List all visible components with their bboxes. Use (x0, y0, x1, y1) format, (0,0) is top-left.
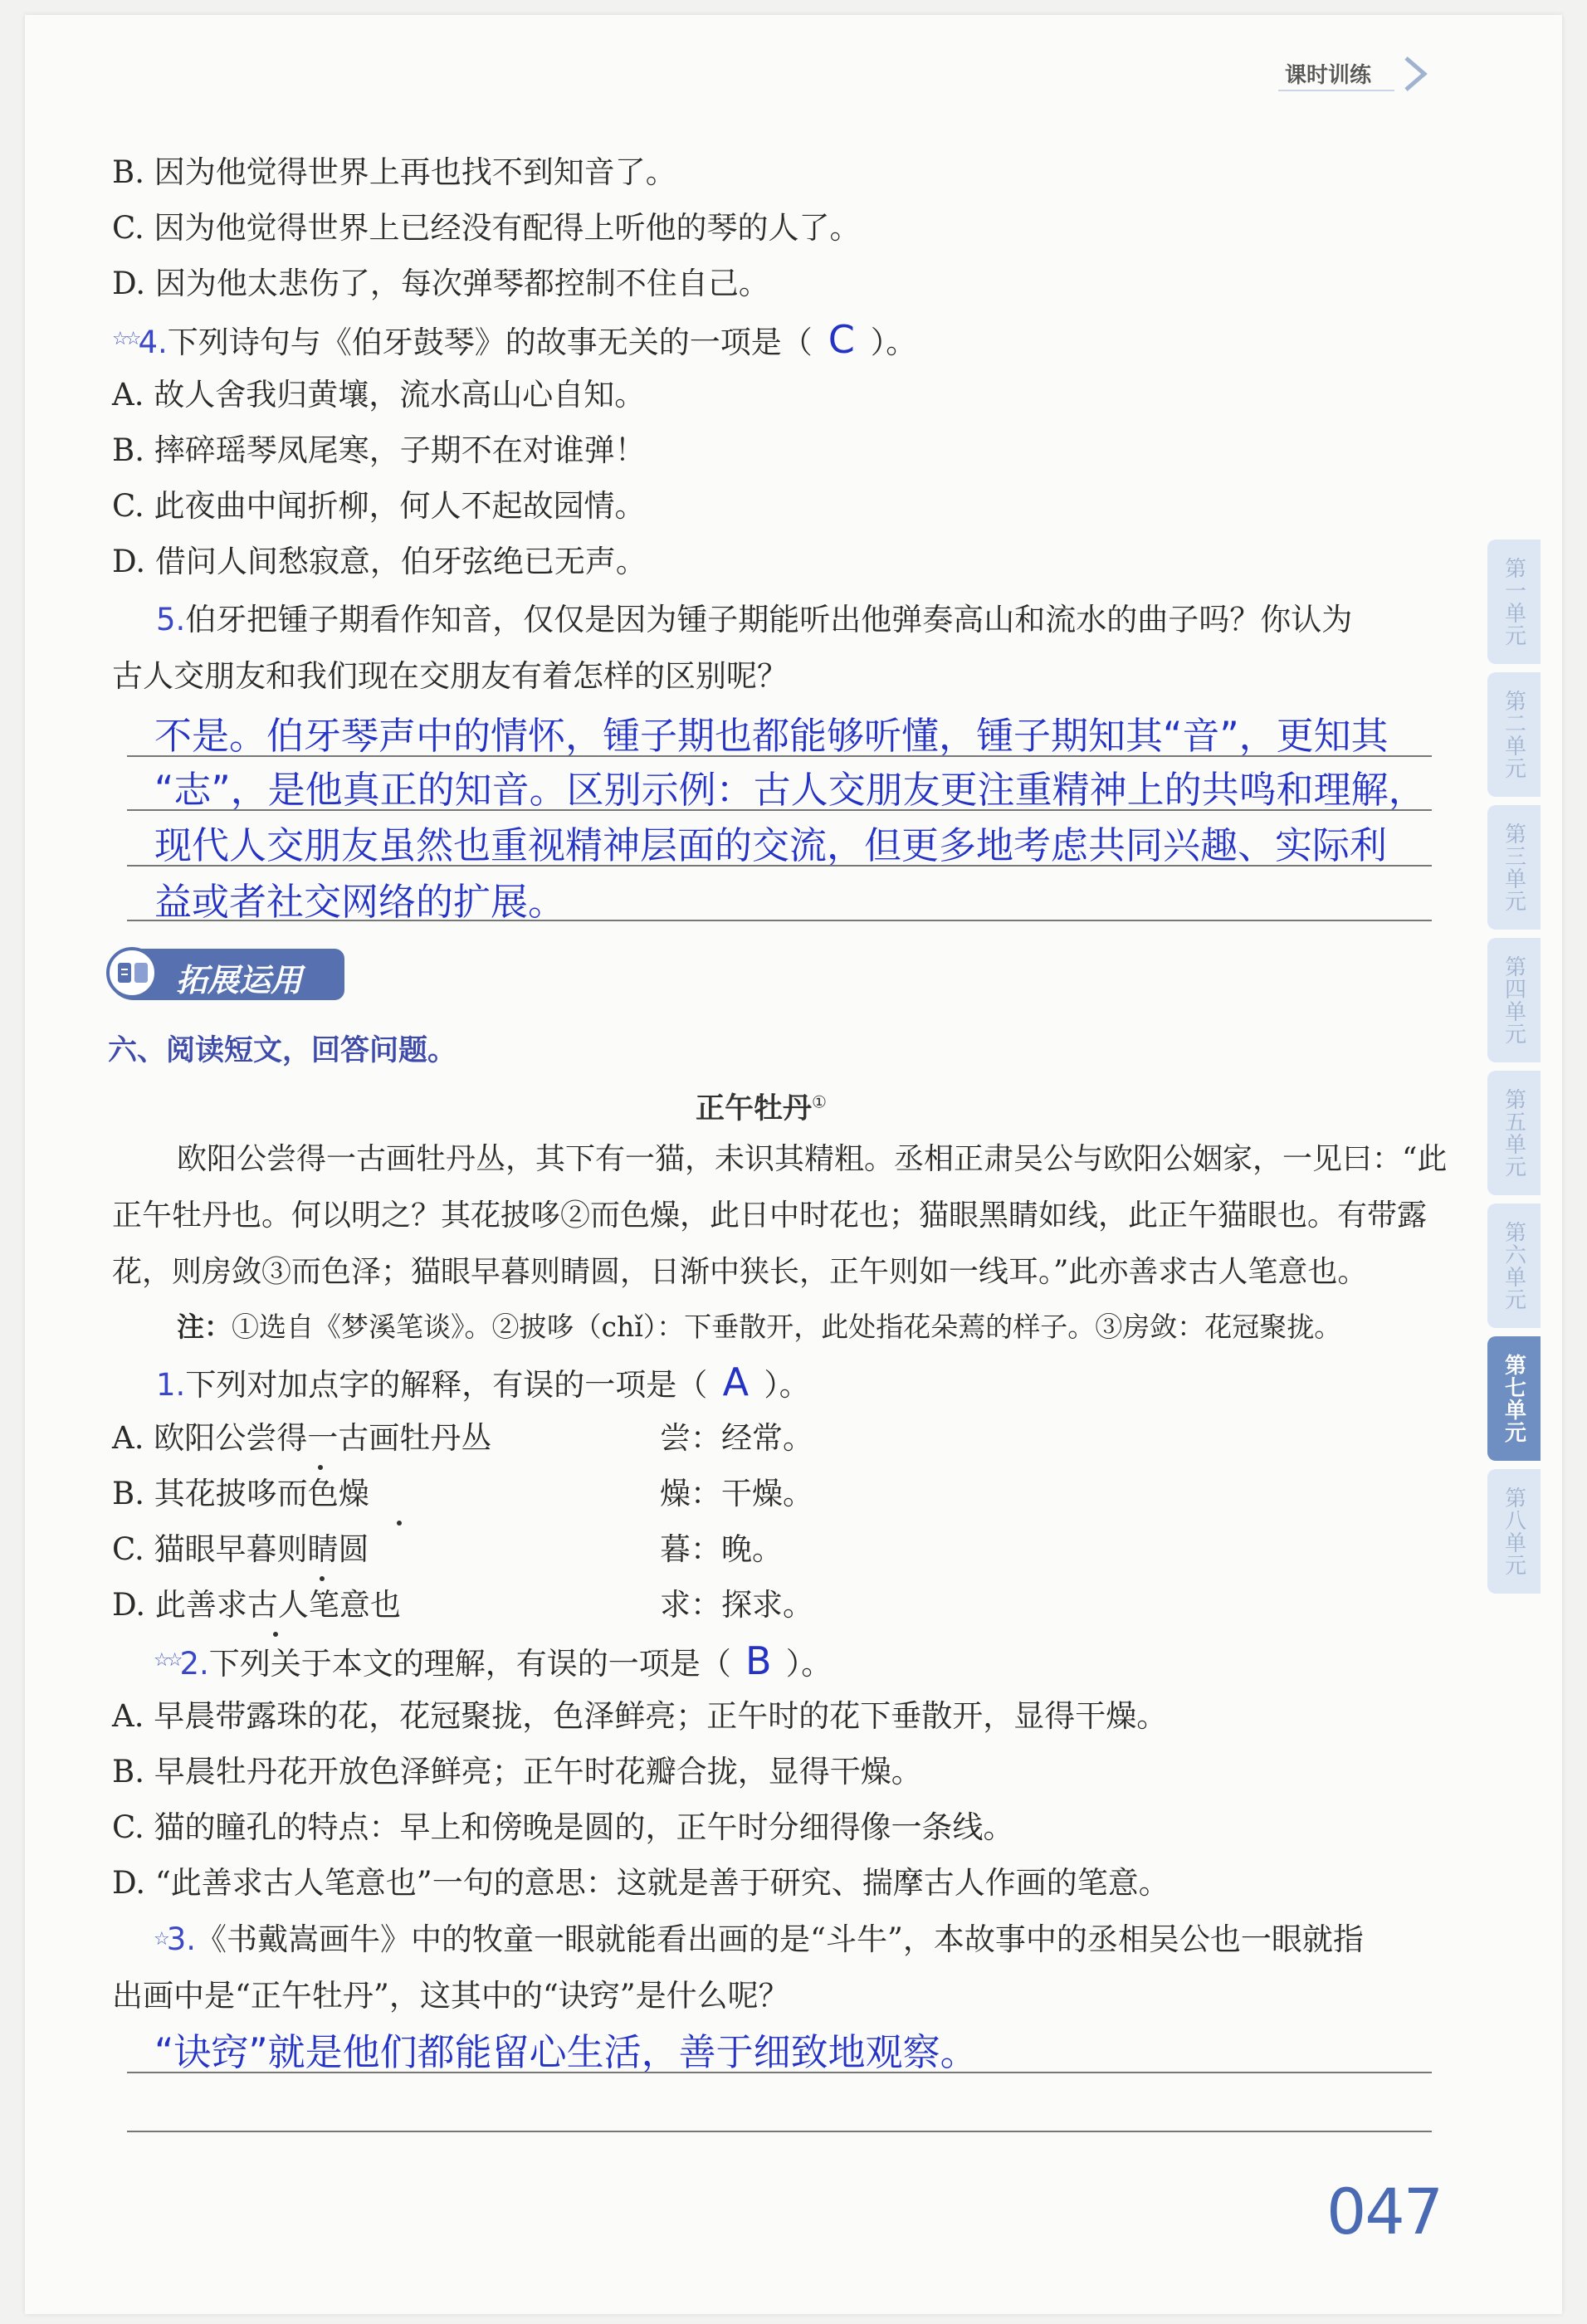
q1-option-d: D. 此善求古人笔意也 (112, 1587, 401, 1623)
answer-rule (127, 920, 1432, 921)
answer-rule (127, 809, 1432, 811)
book-icon (116, 959, 149, 988)
q2-option-d: D. “此善求古人笔意也”一句的意思：这就是善于研究、揣摩古人作画的笔意。 (112, 1865, 1169, 1901)
page-number: 047 (1326, 2175, 1443, 2248)
q2-stem-line (154, 1640, 832, 1685)
q4-option-a: A. 故人舍我归黄壤，流水高山心自知。 (112, 377, 646, 413)
q3b-stem-line2: 出画中是“正午牡丹”，这其中的“诀窍”是什么呢？ (112, 1978, 789, 2014)
q1-explain-d: 求：探求。 (660, 1587, 813, 1623)
passage-line3: 花，则房敛③而色泽；猫眼早暮则睛圆，日渐中狭长，正午则如一线耳。”此亦善求古人笔意也。 (112, 1255, 1368, 1289)
difficulty-stars: ☆☆ (154, 1650, 180, 1671)
q2-end: ）。 (785, 1646, 833, 1682)
header-rule (1278, 90, 1394, 91)
unit-tab-7[interactable]: 第七单元 (1487, 1336, 1541, 1461)
q4-option-c: C. 此夜曲中闻折柳，何人不起故园情。 (112, 488, 646, 524)
q4-stem: 下列诗句与《伯牙鼓琴》的故事无关的一项是（ (167, 325, 813, 360)
answer-rule (127, 755, 1432, 757)
chevron-right-icon (1399, 55, 1429, 93)
q5-stem-line1: 5.伯牙把锺子期看作知音，仅仅是因为锺子期能听出他弹奏高山和流水的曲子吗？你认为 (156, 602, 1353, 637)
passage-title: 正午牡丹① (696, 1091, 827, 1125)
difficulty-stars: ☆☆ (112, 329, 139, 349)
q2-number: 2. (179, 1646, 209, 1682)
q5-answer-line2: “志”，是他真正的知音。区别示例：古人交朋友更注重精神上的共鸣和理解， (154, 768, 1426, 812)
q2-stem: 下列关于本文的理解，有误的一项是（ (208, 1646, 731, 1682)
q4-option-d: D. 借问人间愁寂意，伯牙弦绝已无声。 (112, 544, 647, 579)
q1-option-c: C. 猫眼早暮则睛圆 (112, 1531, 369, 1567)
q2-option-b: B. 早晨牡丹花开放色泽鲜亮；正午时花瓣合拢，显得干燥。 (112, 1754, 922, 1789)
passage-line2: 正午牡丹也。何以明之？其花披哆②而色燥，此日中时花也；猫眼黑睛如线，此正午猫眼也。有带露 (112, 1199, 1428, 1233)
answer-rule (127, 865, 1432, 867)
difficulty-star: ☆ (154, 1929, 167, 1950)
unit-tab-4[interactable]: 第四单元 (1487, 938, 1541, 1062)
q1-answer: A (722, 1360, 750, 1404)
q5-stem-line2: 古人交朋友和我们现在交朋友有着怎样的区别呢？ (112, 658, 788, 694)
passage-notes: 注：①选自《梦溪笔谈》。②披哆（chǐ）：下垂散开，此处指花朵蔫的样子。③房敛：花冠聚拢。 (177, 1311, 1342, 1343)
q3-option-d: D. 因为他太悲伤了，每次弹琴都控制不住自己。 (112, 266, 769, 301)
answer-rule (127, 2131, 1432, 2132)
q1-explain-a: 尝：经常。 (660, 1420, 813, 1456)
header-title: 课时训练 (1285, 63, 1372, 88)
q1-end: ）。 (764, 1367, 810, 1403)
q3-option-c: C. 因为他觉得世界上已经没有配得上听他的琴的人了。 (112, 210, 861, 246)
answer-rule (127, 2072, 1432, 2073)
q2-option-a: A. 早晨带露珠的花，花冠聚拢，色泽鲜亮；正午时的花下垂散开，显得干燥。 (112, 1698, 1168, 1734)
q3b-answer: “诀窍”就是他们都能留心生活，善于细致地观察。 (154, 2030, 978, 2074)
q2-option-c: C. 猫的瞳孔的特点：早上和傍晚是圆的，正午时分细得像一条线。 (112, 1809, 1014, 1845)
emphasis-dot (320, 1576, 325, 1581)
unit-tab-1[interactable]: 第一单元 (1487, 540, 1541, 664)
q4-option-b: B. 摔碎瑶琴凤尾寒，子期不在对谁弹！ (112, 432, 646, 468)
q4-number: 4. (138, 325, 168, 360)
q1-stem: 下列对加点字的解释，有误的一项是（ (185, 1367, 708, 1403)
unit-tab-8[interactable]: 第八单元 (1487, 1469, 1541, 1594)
q5-number: 5. (156, 602, 186, 637)
q1-explain-c: 暮：晚。 (660, 1531, 783, 1567)
q3-option-b: B. 因为他觉得世界上再也找不到知音了。 (112, 154, 676, 190)
q1-explain-b: 燥：干燥。 (660, 1476, 813, 1511)
unit-tab-6[interactable]: 第六单元 (1487, 1204, 1541, 1328)
unit-tab-5[interactable]: 第五单元 (1487, 1071, 1541, 1195)
unit-tab-2[interactable]: 第二单元 (1487, 672, 1541, 797)
passage-line1: 欧阳公尝得一古画牡丹丛，其下有一猫，未识其精粗。丞相正肃吴公与欧阳公姻家，一见曰：“此 (177, 1142, 1448, 1176)
q2-answer: B (745, 1638, 772, 1683)
q1-number: 1. (156, 1367, 186, 1403)
emphasis-dot (273, 1632, 278, 1637)
q3b-number: 3. (166, 1921, 197, 1957)
q1-stem-line (156, 1361, 810, 1406)
q4-stem-line (112, 319, 916, 364)
q1-option-b: B. 其花披哆而色燥 (112, 1476, 369, 1511)
q4-answer: C (828, 317, 855, 362)
emphasis-dot (397, 1521, 402, 1526)
q1-option-a: A. 欧阳公尝得一古画牡丹丛 (112, 1420, 492, 1456)
q5-answer-line4: 益或者社交网络的扩展。 (154, 880, 566, 924)
q3b-stem-line1: ☆3.《书戴嵩画牛》中的牧童一眼就能看出画的是“斗牛”，本故事中的丞相吴公也一眼就指 (154, 1921, 1364, 1957)
section-badge-label: 拓展运用 (176, 962, 303, 998)
q4-end: ）。 (870, 325, 917, 360)
q5-answer-line3: 现代人交朋友虽然也重视精神层面的交流，但更多地考虑共同兴趣、实际利 (154, 823, 1388, 867)
unit-tab-3[interactable]: 第三单元 (1487, 805, 1541, 930)
q5-answer-line1: 不是。伯牙琴声中的情怀，锺子期也都能够听懂，锺子期知其“音”，更知其 (154, 714, 1389, 758)
emphasis-dot (318, 1465, 323, 1470)
section-heading: 六、阅读短文，回答问题。 (108, 1034, 457, 1067)
